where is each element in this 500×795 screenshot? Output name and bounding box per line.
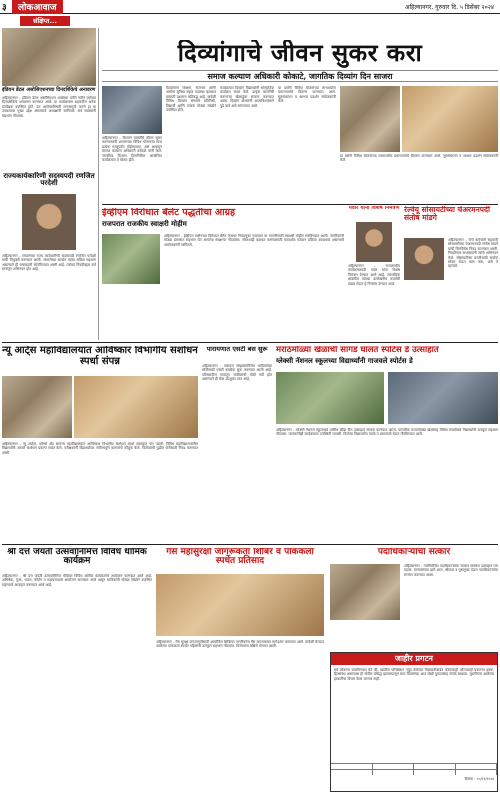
- pardeshi-headline: राज्यकार्यकारिणी सदस्यपदी रणजित परदेशी: [3, 172, 95, 188]
- story-gas: [156, 548, 324, 792]
- pawar-body: अहिल्यानगर - राज्यस्तरीय कार्यक्रमासाठी पवार यांना विशेष निमंत्रण देण्यात आले आहे. सामाजिक क्षेत्रातील त्यांच्या उल्लेखनीय कार्याची दखल घेऊन हे निमंत्रण देण्यात आले.: [348, 264, 400, 286]
- notice-table-row: [331, 763, 497, 769]
- story-college: [2, 346, 198, 542]
- sports-photo-1: [276, 372, 384, 424]
- felicitation-photo: [330, 564, 400, 620]
- lead-body-col1: अहिल्यानगर - दिव्यांग व्यक्तींचे जीवन सुकर करण्यासाठी शासनाच्या विविध योजनांचा लाभ प्रत्येक गरजूपर्यंत पोहोचवावा, असे आवाहन समाज कल्याण अधिकारी कोकाटे यांनी केले. जागतिक दिव्यांग दिनानिमित्त आयोजित कार्यक्रमात ते बोलत होते.: [102, 136, 162, 163]
- felicitation-body: अहिल्यानगर - नवनिर्वाचित पदाधिकाऱ्यांचा सत्कार समारंभ उत्साहात पार पडला. मान्यवरांच्या हस्ते शाल, श्रीफळ व पुष्पगुच्छ देऊन पदाधिकाऱ्यांचा सन्मान करण्यात आला.: [404, 564, 498, 577]
- pardeshi-photo: [22, 194, 76, 250]
- college-photo-2: [74, 376, 198, 438]
- divider: [102, 204, 498, 205]
- lead-photo-caption: या प्रसंगी विविध योजनांच्या लाभार्थ्यांना प्रमाणपत्रांचे वितरण करण्यात आले. सूत्रसंचालन व आभार प्रदर्शन संयोजकांनी केले.: [340, 154, 498, 163]
- datta-headline: श्री दत्त जयंती उत्सवानिमित्त विविध धार्मिक कार्यक्रम: [7, 548, 147, 567]
- notice-footer: दिनांक : ०५/१२/२०२४: [464, 777, 494, 781]
- lead-photo-2: [340, 86, 400, 152]
- st-headline: पारायणात एसटी बस सुरू: [206, 346, 268, 353]
- story-evm: [102, 208, 344, 340]
- railway-body: अहिल्यानगर - रेल्वे कर्मचारी सहकारी सोसायटीच्या चेअरमनपदी संतोष मांडगे यांची बिनविरोध निवड करण्यात आली. निवडीनंतर सभासदांनी त्यांचे अभिनंदन केले. सोसायटीच्या प्रगतीसाठी सर्वांना सोबत घेऊन काम करू, असे ते म्हणाले.: [448, 238, 498, 269]
- sports-photo-2: [388, 372, 498, 424]
- public-notice: [330, 652, 498, 792]
- notice-title: जाहीर प्रगटन: [331, 653, 497, 665]
- st-body: अहिल्यानगर - पारायण सोहळ्यानिमित्त भाविकांच्या सोयीसाठी एसटी बससेवा सुरू करण्यात आली आहे. परिसरातील गावांतून भाविकांची मोठी गर्दी होत असल्याने ही सेवा उपयुक्त ठरत आहे.: [202, 364, 272, 382]
- pawar-headline: पवार यांना विशेष निमंत्रण: [348, 206, 400, 211]
- datta-body: अहिल्यानगर - श्री दत्त जयंती उत्सवानिमित्त मंदिरात विविध धार्मिक कार्यक्रमांचे आयोजन करण्यात आले आहे. अभिषेक, पूजा, भजन, कीर्तन व महाप्रसादाचे आयोजन करण्यात आले असून भाविकांनी मोठ्या संख्येने उपस्थित राहण्याचे आवाहन करण्यात आले आहे.: [2, 574, 152, 587]
- evm-headline: ईव्हीएम विरोधात बॅलेट पद्धतीचा आग्रह: [102, 208, 236, 218]
- divider: [2, 342, 498, 343]
- evm-photo: [102, 234, 160, 284]
- college-photo-1: [2, 376, 72, 438]
- railway-photo: [404, 238, 444, 280]
- dental-photo: [2, 28, 96, 86]
- sports-headline: मराठमोळ्या खेळांची सांगड घालत स्पोर्टस डे उत्साहात: [276, 346, 439, 355]
- dental-body: अहिल्यानगर - इंडियन डेंटल असोसिएशन शाखेच्या वतीने नवीन वर्षाच्या दिनदर्शिकेचे अनावरण करण्यात आले. या कार्यक्रमास शहरातील अनेक दंतवैद्यक उपस्थित होते. दंत आरोग्याविषयी जनजागृती करणे हा या उपक्रमाचा मुख्य उद्देश असल्याचे अध्यक्षांनी सांगितले. सर्व सदस्यांनी सहभाग नोंदवला.: [2, 96, 96, 118]
- lead-photo-3: [402, 86, 498, 152]
- lead-headline-box: [102, 40, 498, 70]
- college-body: अहिल्यानगर - न्यू आर्ट्स, कॉमर्स अँड सायन्स महाविद्यालयात आविष्कार विभागीय संशोधन स्पर्धा उत्साहात पार पडली. विविध महाविद्यालयांतील विद्यार्थ्यांनी आपले संशोधन प्रकल्प सादर केले. परीक्षकांनी विद्यार्थ्यांच्या नाविन्यपूर्ण कल्पनांचे कौतुक केले. विजेत्यांची पुढील फेरीसाठी निवड करण्यात आली.: [2, 442, 198, 455]
- sports-subhead: ग्लेक्सी नॅशनल स्कूलच्या विद्यार्थ्यांनी गाजवले स्पोर्टस डे: [276, 355, 413, 365]
- brief-railway: [404, 206, 498, 340]
- gas-body: अहिल्यानगर - गॅस सुरक्षा जनजागृतीसाठी आयोजित शिबिरात नागरिकांना गॅस वापराबाबत मार्गदर्शन करण्यात आले. यावेळी घेण्यात आलेल्या पाककला स्पर्धेत महिलांनी उत्स्फूर्त सहभाग नोंदवला. विजेत्यांना बक्षिसे देण्यात आली.: [156, 640, 324, 649]
- evm-body: अहिल्यानगर - ईव्हीएम मशीनच्या विरोधात बॅलेट पेपरवर निवडणुका घ्याव्यात या मागणीसाठी स्वाक्षरी मोहीम राबविण्यात आली. नागरिकांनी मोठ्या प्रमाणात सहभाग घेत आपल्या स्वाक्षऱ्या नोंदवल्या. लोकशाही बळकट करण्यासाठी पारदर्शक मतदान प्रक्रिया आवश्यक असल्याचे आयोजकांनी सांगितले.: [164, 234, 344, 247]
- pardeshi-body: अहिल्यानगर - संघटनेच्या राज्य कार्यकारिणी सदस्यपदी रणजित परदेशी यांची नियुक्ती करण्यात आली. संघटनेच्या कार्यात त्यांचा सक्रिय सहभाग असल्याने ही जबाबदारी सोपविण्यात आली आहे. त्यांच्या निवडीबद्दल सर्व स्तरांतून अभिनंदन होत आहे.: [2, 254, 96, 272]
- lead-body-col4: या प्रसंगी विविध योजनांच्या लाभार्थ्यांना प्रमाणपत्रांचे वितरण करण्यात आले. सूत्रसंचालन व आभार प्रदर्शन संयोजकांनी केले.: [278, 86, 336, 104]
- gas-headline: गॅस महासुरक्षा जागरूकता शिबिर व पाककला स्पर्धेत प्रतिसाद: [166, 548, 314, 567]
- evm-subhead: राजपरात राजकीय स्वाक्षरी मोहीम: [102, 218, 187, 228]
- story-felicitation: [330, 548, 498, 648]
- lead-headline: दिव्यांगाचे जीवन सुकर करा: [177, 40, 423, 67]
- felicitation-headline: पदाधिकाऱ्यांचा सत्कार: [377, 548, 451, 557]
- notice-body: सर्व लोकांना कळविण्यात येते की, खालील परिशिष्टात नमूद केलेल्या मिळकतीबाबत कोणाचाही कोणत्याही प्रकारचा हक्क, हितसंबंध असल्यास ही नोटीस प्रसिद्ध झाल्यापासून सात दिवसांच्या आत लेखी पुराव्यांसह संपर्क साधावा. मुदतीनंतर आलेल्या हरकतींचा विचार केला जाणार नाही.: [334, 668, 494, 681]
- lead-subhead: समाज कल्याण अधिकारी कोकाटे, जागतिक दिव्यांग दिन साजरा: [207, 71, 393, 81]
- dental-headline: इंडियन डेंटल असोसिएशनच्या दिनदर्शिकेचे अनावरण: [2, 87, 96, 93]
- section-tag: संक्षिप्त...: [20, 16, 70, 26]
- railway-headline: रेल्वेयू सोसायटीच्या चेअरमनपदी संतोष मांडगे: [404, 206, 490, 222]
- date-line: अहिल्यानगर, गुरुवार दि. ५ डिसेंबर २०२४: [405, 3, 494, 11]
- sports-body: अहिल्यानगर - ग्लेक्सी नॅशनल स्कूलमध्ये वार्षिक क्रीडा दिन उत्साहात साजरा करण्यात आला. पारंपरिक मराठमोळ्या खेळांसह विविध स्पर्धांमध्ये विद्यार्थ्यांनी उत्स्फूर्त सहभाग नोंदवला. पालकांनीही कार्यक्रमास उपस्थिती लावली. विजेत्या विद्यार्थ्यांना पदके व प्रमाणपत्रे देऊन गौरविण्यात आले.: [276, 428, 498, 437]
- brief-dental: [2, 28, 96, 168]
- page-number: ३: [2, 3, 7, 13]
- column-divider: [98, 28, 99, 340]
- story-sports: [276, 346, 498, 542]
- story-st-bus: [202, 346, 272, 542]
- masthead: [0, 0, 500, 14]
- brief-pardeshi: [2, 172, 96, 342]
- lead-subhead-box: [102, 70, 498, 82]
- paper-logo: लोकआवाज: [12, 0, 63, 14]
- lead-body-col3: कार्यक्रमात दिव्यांग विद्यार्थ्यांनी सांस्कृतिक कार्यक्रम सादर केले. उत्कृष्ट कामगिरी करणाऱ्या खेळाडूंचा सत्कार करण्यात आला. दिव्यांग बांधवांनी आत्मविश्वासाने पुढे यावे असे सांगण्यात आले.: [220, 86, 274, 108]
- gas-photo: [156, 574, 324, 636]
- story-datta-jayanti: [2, 548, 152, 792]
- lead-photo-1: [102, 86, 162, 134]
- lead-body-col2: दिव्यांगांना शिक्षण, रोजगार आणि आरोग्य सुविधा सहज उपलब्ध व्हाव्यात यासाठी प्रशासन कटिबद्ध आहे. यावेळी विविध दिव्यांग संस्थांचे प्रतिनिधी, विद्यार्थी आणि पालक मोठ्या संख्येने उपस्थित होते.: [166, 86, 216, 113]
- notice-table-row: [331, 769, 497, 775]
- divider: [2, 544, 498, 545]
- college-headline: न्यू आर्ट्स महाविद्यालयात आविष्कार विभागीय संशोधन स्पर्धा संपन्न: [2, 346, 198, 367]
- brief-pawar: [348, 206, 400, 336]
- pawar-photo: [356, 222, 392, 262]
